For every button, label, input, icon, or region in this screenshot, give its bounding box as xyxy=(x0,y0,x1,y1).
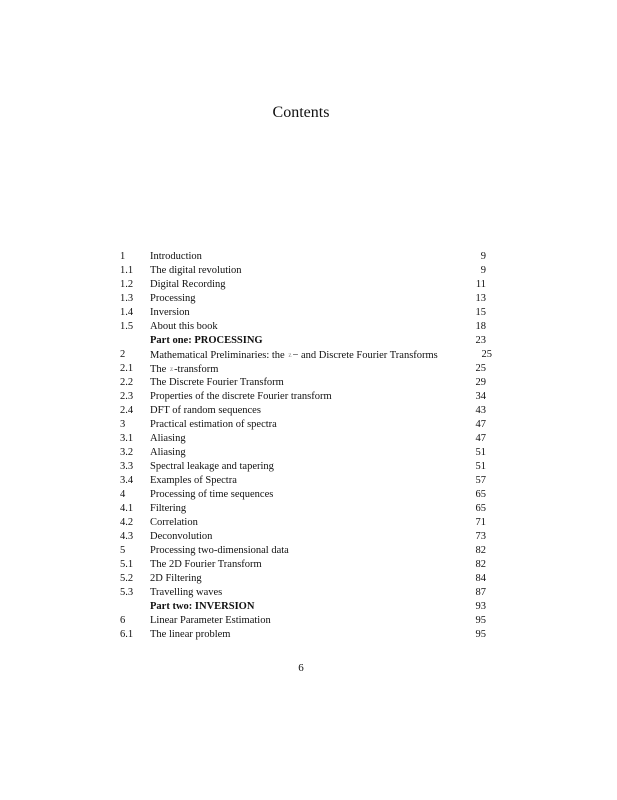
toc-entry-number: 3.1 xyxy=(120,433,134,444)
toc-entry[interactable] xyxy=(120,558,486,572)
toc-entry[interactable] xyxy=(120,390,486,404)
toc-entry-page: 57 xyxy=(475,475,486,486)
toc-entry-number: 2.4 xyxy=(120,405,134,416)
toc-entry-page: 25 xyxy=(475,363,486,374)
toc-entry[interactable] xyxy=(120,586,486,600)
toc-entry-page: 34 xyxy=(475,391,486,402)
toc-entry-page: 9 xyxy=(480,265,486,276)
z-symbol: z xyxy=(288,351,292,359)
page-title: Contents xyxy=(272,104,330,121)
toc-entry-title xyxy=(150,572,202,586)
toc-entry-title-text: Aliasing xyxy=(150,433,186,444)
toc-entry-title-text: Travelling waves xyxy=(150,587,223,598)
toc-entry-page: 65 xyxy=(475,503,486,514)
toc-entry-title xyxy=(150,530,212,544)
toc-entry-page: 93 xyxy=(475,601,486,612)
toc-entry[interactable] xyxy=(120,544,486,558)
toc-entry-title xyxy=(150,334,263,348)
toc-entry-title-text: Deconvolution xyxy=(150,531,213,542)
toc-entry-title xyxy=(150,628,230,642)
toc-entry-page: 43 xyxy=(475,405,486,416)
toc-entry-number: 2.2 xyxy=(120,377,134,388)
toc-entry[interactable] xyxy=(120,362,486,376)
toc-entry-title xyxy=(150,544,289,558)
toc-part-heading[interactable] xyxy=(120,600,486,614)
toc-entry-title-text: The 2D Fourier Transform xyxy=(150,559,262,570)
toc-entry-number: 3.2 xyxy=(120,447,134,458)
toc-entry-title-text: Linear Parameter Estimation xyxy=(150,615,271,626)
toc-entry[interactable] xyxy=(120,404,486,418)
toc-entry-number: 1.1 xyxy=(120,265,134,276)
toc-entry[interactable] xyxy=(120,502,486,516)
toc-entry-title xyxy=(150,348,438,363)
toc-entry-page: 13 xyxy=(475,293,486,304)
toc-entry-title-text: Inversion xyxy=(150,307,190,318)
table-of-contents xyxy=(120,250,492,642)
toc-entry[interactable] xyxy=(120,446,486,460)
toc-entry-title xyxy=(150,250,202,264)
toc-entry-page: 51 xyxy=(475,461,486,472)
toc-entry-title-text: Filtering xyxy=(150,503,187,514)
toc-entry-number: 1.5 xyxy=(120,321,134,332)
toc-entry[interactable] xyxy=(120,614,486,628)
toc-entry-title xyxy=(150,446,186,460)
toc-entry-page: 23 xyxy=(475,335,486,346)
toc-entry-number: 2.3 xyxy=(120,391,134,402)
toc-entry-title xyxy=(150,488,273,502)
toc-entry-page: 47 xyxy=(475,419,486,430)
toc-entry[interactable] xyxy=(120,474,486,488)
toc-entry-title-text: Practical estimation of spectra xyxy=(150,419,277,430)
toc-entry-number: 5.3 xyxy=(120,587,134,598)
toc-entry-page: 51 xyxy=(475,447,486,458)
toc-entry-page: 84 xyxy=(475,573,486,584)
toc-entry-page: 82 xyxy=(475,559,486,570)
toc-entry-title-text: Examples of Spectra xyxy=(150,475,237,486)
toc-entry[interactable] xyxy=(120,320,486,334)
toc-entry-number: 6.1 xyxy=(120,629,134,640)
toc-entry-title-text: Aliasing xyxy=(150,447,186,458)
toc-entry-title xyxy=(150,404,261,418)
toc-entry-number: 6 xyxy=(120,615,126,626)
toc-entry-title xyxy=(150,306,190,320)
toc-entry-number: 1.3 xyxy=(120,293,134,304)
toc-entry-number: 3.3 xyxy=(120,461,134,472)
toc-entry-number: 3.4 xyxy=(120,475,134,486)
toc-entry-title-text: The Discrete Fourier Transform xyxy=(150,377,284,388)
toc-entry-title xyxy=(150,600,254,614)
toc-entry-title xyxy=(150,474,237,488)
toc-entry[interactable] xyxy=(120,488,486,502)
toc-entry-number: 5.1 xyxy=(120,559,134,570)
toc-entry-title xyxy=(150,586,222,600)
toc-entry[interactable] xyxy=(120,516,486,530)
toc-entry-title-text: Correlation xyxy=(150,517,198,528)
toc-entry-title xyxy=(150,278,226,292)
toc-entry-title xyxy=(150,362,218,377)
toc-entry-page: 87 xyxy=(475,587,486,598)
toc-entry-title-text: The digital revolution xyxy=(150,265,242,276)
toc-entry-title-text: About this book xyxy=(150,321,218,332)
toc-entry-title-text: Introduction xyxy=(150,251,202,262)
toc-entry-title xyxy=(150,460,274,474)
toc-entry-title-suffix: − and Discrete Fourier Transforms xyxy=(292,350,438,361)
toc-entry-page: 71 xyxy=(475,517,486,528)
toc-entry-title xyxy=(150,502,186,516)
toc-entry[interactable] xyxy=(120,306,486,320)
toc-entry[interactable] xyxy=(120,628,486,642)
toc-entry[interactable] xyxy=(120,460,486,474)
toc-entry-title xyxy=(150,614,271,628)
toc-entry-title xyxy=(150,516,198,530)
toc-entry[interactable] xyxy=(120,376,486,390)
toc-entry[interactable] xyxy=(120,292,486,306)
toc-entry-title xyxy=(150,320,218,334)
toc-entry[interactable] xyxy=(120,264,486,278)
toc-entry-page: 82 xyxy=(475,545,486,556)
toc-entry-title-text: Processing of time sequences xyxy=(150,489,274,500)
toc-entry[interactable] xyxy=(120,572,486,586)
toc-entry[interactable] xyxy=(120,432,486,446)
toc-entry-number: 2 xyxy=(120,349,126,360)
toc-entry-page: 11 xyxy=(475,279,486,290)
toc-entry-title-text: DFT of random sequences xyxy=(150,405,261,416)
toc-entry-title-text: Spectral leakage and tapering xyxy=(150,461,274,472)
toc-entry-number: 4 xyxy=(120,489,126,500)
toc-entry-title-text: Part one: PROCESSING xyxy=(150,335,263,346)
toc-entry-title-text: The linear problem xyxy=(150,629,231,640)
toc-entry-number: 1 xyxy=(120,251,126,262)
toc-entry-title-suffix: -transform xyxy=(174,364,219,375)
toc-entry-number: 5 xyxy=(120,545,126,556)
toc-entry[interactable] xyxy=(120,418,486,432)
toc-entry-page: 65 xyxy=(475,489,486,500)
toc-entry-title xyxy=(150,376,284,390)
toc-entry-title-text: Digital Recording xyxy=(150,279,226,290)
toc-entry-title xyxy=(150,558,262,572)
toc-entry-number: 4.2 xyxy=(120,517,134,528)
toc-entry-number: 5.2 xyxy=(120,573,134,584)
toc-entry-page: 29 xyxy=(475,377,486,388)
toc-entry-number: 2.1 xyxy=(120,363,134,374)
z-symbol: z xyxy=(169,365,174,373)
toc-entry-title-text: 2D Filtering xyxy=(150,573,202,584)
toc-entry[interactable] xyxy=(120,530,486,544)
toc-entry-number: 1.2 xyxy=(120,279,134,290)
toc-entry-page: 9 xyxy=(480,251,486,262)
page-number: 6 xyxy=(298,662,304,674)
toc-entry[interactable] xyxy=(120,278,486,292)
toc-entry-page: 95 xyxy=(475,629,486,640)
toc-entry-title-text: Part two: INVERSION xyxy=(150,601,255,612)
toc-entry-page: 95 xyxy=(475,615,486,626)
toc-entry-number: 1.4 xyxy=(120,307,134,318)
toc-part-heading[interactable] xyxy=(120,334,486,348)
toc-entry-title-text: Mathematical Preliminaries: the xyxy=(150,350,288,361)
toc-entry-page: 73 xyxy=(475,531,486,542)
toc-entry-number: 4.3 xyxy=(120,531,134,542)
toc-entry-title-text: Processing two-dimensional data xyxy=(150,545,289,556)
toc-entry-title-text: Properties of the discrete Fourier transform xyxy=(150,391,332,402)
toc-entry-title xyxy=(150,432,186,446)
toc-entry-title xyxy=(150,390,332,404)
toc-entry-title xyxy=(150,292,196,306)
toc-entry[interactable] xyxy=(120,250,486,264)
toc-entry-title-text: The xyxy=(150,364,169,375)
toc-entry-page: 47 xyxy=(475,433,486,444)
toc-entry-title xyxy=(150,264,242,278)
toc-entry-title xyxy=(150,418,277,432)
toc-entry-title-text: Processing xyxy=(150,293,196,304)
toc-entry-page: 15 xyxy=(475,307,486,318)
toc-entry-page: 25 xyxy=(481,349,492,360)
toc-entry-number: 3 xyxy=(120,419,126,430)
toc-entry-page: 18 xyxy=(475,321,486,332)
toc-entry-number: 4.1 xyxy=(120,503,134,514)
toc-entry[interactable] xyxy=(120,348,492,362)
